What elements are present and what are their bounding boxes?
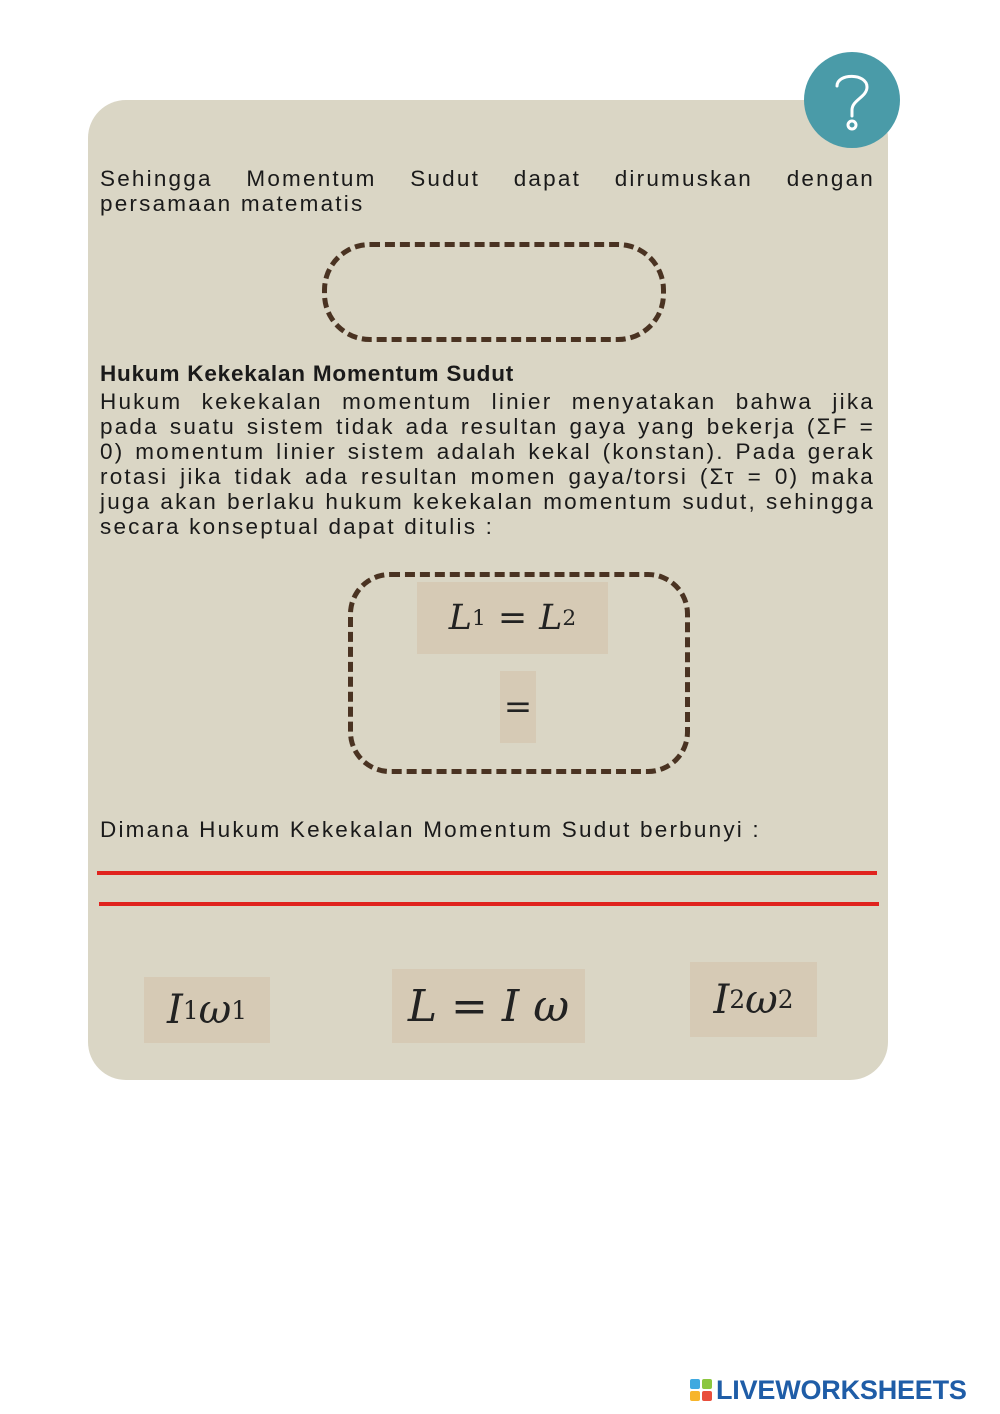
answer-line-1[interactable] <box>97 871 877 875</box>
chip-i1-symbol: I <box>167 987 183 1033</box>
formula-l1-equals-l2 <box>417 582 608 654</box>
chip-i1-sub: 1 <box>182 995 199 1025</box>
liveworksheets-logo[interactable] <box>690 1372 967 1408</box>
chip-i2-symbol: I <box>713 976 730 1023</box>
equals-sign-chip <box>500 671 536 743</box>
formula-right-sub: 2 <box>562 605 577 631</box>
formula-right: L <box>539 598 563 638</box>
formula-operator: = <box>497 598 528 638</box>
logo-blocks-icon <box>690 1379 712 1401</box>
chip-omega1-symbol: ω <box>198 987 232 1033</box>
body-text: Hukum kekekalan momentum linier menyatakan bahwa jika pada suatu sistem tidak ada resultan gaya yang bekerja (ΣF = 0) momentum linier sistem adalah kekal (konstan). Pada gerak rotasi jika tidak ada resultan momen gaya/torsi (Στ = 0) maka juga akan berlaku hukum kekekalan momentum sudut, sehingga secara konseptual dapat ditulis : <box>100 389 875 539</box>
intro-text: Sehingga Momentum Sudut dapat dirumuskan dengan persamaan matematis <box>100 166 875 216</box>
chip-omega2-symbol: ω <box>745 976 778 1023</box>
section-heading: Hukum Kekekalan Momentum Sudut <box>100 361 515 386</box>
prompt-text: Dimana Hukum Kekekalan Momentum Sudut berbunyi : <box>100 817 761 842</box>
formula-left: L <box>448 598 473 638</box>
chip-omega2-sub: 2 <box>777 985 794 1014</box>
equals-sign: = <box>503 687 533 727</box>
question-mark-icon <box>822 64 882 136</box>
drag-chip-i2-omega2[interactable] <box>690 962 817 1037</box>
drag-chip-i1-omega1[interactable] <box>144 977 270 1043</box>
drag-chip-l-equals-i-omega[interactable] <box>392 969 585 1043</box>
chip-i2-sub: 2 <box>729 985 746 1014</box>
help-button[interactable] <box>804 52 900 148</box>
formula-left-sub: 1 <box>472 605 486 631</box>
chip-l-formula: L = I ω <box>407 980 570 1032</box>
answer-line-2[interactable] <box>99 902 879 906</box>
formula-drop-zone[interactable] <box>322 242 666 342</box>
logo-text: LIVEWORKSHEETS <box>716 1374 967 1405</box>
chip-omega1-sub: 1 <box>231 995 247 1025</box>
